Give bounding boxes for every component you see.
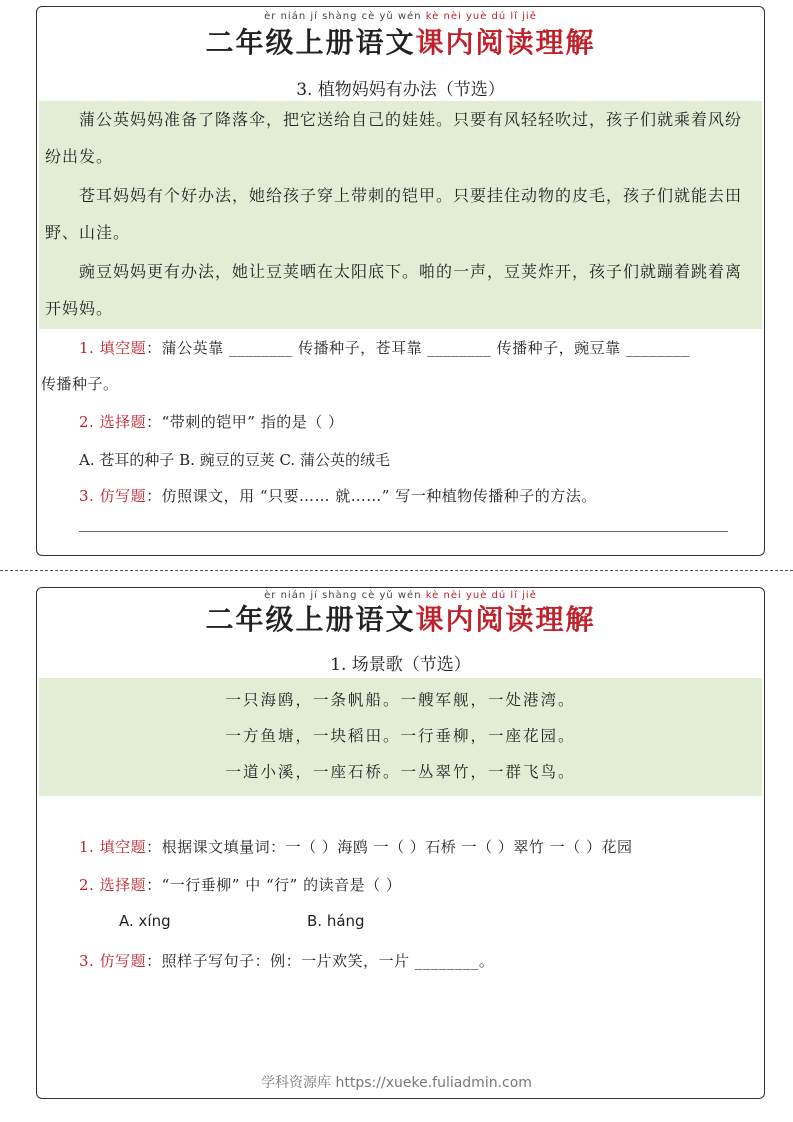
question-1-label: 1. 填空题 [79,339,147,357]
title-pinyin-black: èr nián jí shàng cè yǔ wén [264,11,422,22]
question-2-text: ：“一行垂柳” 中 “行” 的读音是（ ） [146,876,402,894]
worksheet-card-2 [36,587,765,1099]
title-pinyin-red: kè nèi yuè dú lǐ jiě [425,11,537,22]
question-2 [79,411,758,432]
question-1-text: ：根据课文填量词：一（ ）海鸥 一（ ）石桥 一（ ）翠竹 一（ ）花园 [146,838,633,856]
poem-line-1: 一只海鸥，一条帆船。一艘军舰，一处港湾。 [225,691,576,709]
question-2-text: ：“带刺的铠甲” 指的是（ ） [146,413,344,431]
title-black: 二年级上册语文 [205,26,416,59]
footer-source: 学科资源库 https://xueke.fuliadmin.com [261,1075,532,1091]
question-3 [79,950,758,971]
title-pinyin-red: kè nèi yuè dú lǐ jiě [425,590,537,601]
question-3-text: ：仿照课文，用 “只要…… 就……” 写一种植物传播种子的方法。 [146,487,597,505]
cut-line [0,570,793,571]
reading-passage [39,101,762,329]
question-3-label: 3. 仿写题 [79,487,147,505]
poem-line-3: 一道小溪，一座石桥。一丛翠竹，一群飞鸟。 [225,763,576,781]
question-1 [79,836,758,857]
title-red: 课内阅读理解 [415,603,596,636]
question-1-continuation: 传播种子。 [41,375,119,393]
passage-paragraph-2: 苍耳妈妈有个好办法，她给孩子穿上带刺的铠甲。只要挂住动物的皮毛，孩子们就能去田野、山洼。 [45,186,743,242]
lesson-title: 3. 植物妈妈有办法（节选） [296,80,505,100]
option-b: B. háng [307,912,365,930]
worksheet-title [37,598,764,638]
title-pinyin-black: èr nián jí shàng cè yǔ wén [264,590,422,601]
worksheet-title [37,21,764,61]
poem-passage [39,678,762,796]
question-1-label: 1. 填空题 [79,838,147,856]
question-2-label: 2. 选择题 [79,413,147,431]
question-2 [79,874,758,895]
title-black: 二年级上册语文 [205,603,416,636]
question-3-label: 3. 仿写题 [79,952,147,970]
lesson-title: 1. 场景歌（节选） [330,655,471,675]
poem-line-2: 一方鱼塘，一块稻田。一行垂柳，一座花园。 [225,727,576,745]
title-red: 课内阅读理解 [415,26,596,59]
option-a: A. xíng [119,912,171,930]
question-1 [79,337,758,358]
worksheet-card-1 [36,6,765,556]
question-3-text: ：照样子写句子：例：一片欢笑，一片 ________。 [146,952,495,970]
answer-line [79,531,728,532]
passage-paragraph-3: 豌豆妈妈更有办法，她让豆荚晒在太阳底下。啪的一声，豆荚炸开，孩子们就蹦着跳着离开妈妈。 [45,262,743,318]
passage-paragraph-1: 蒲公英妈妈准备了降落伞，把它送给自己的娃娃。只要有风轻轻吹过，孩子们就乘着风纷纷出发。 [45,110,743,166]
question-1-text: ：蒲公英靠 ________ 传播种子，苍耳靠 ________ 传播种子，豌豆靠 ________ [146,339,690,357]
question-3 [79,485,758,506]
question-2-label: 2. 选择题 [79,876,147,894]
question-2-options: A. 苍耳的种子 B. 豌豆的豆荚 C. 蒲公英的绒毛 [79,451,390,469]
